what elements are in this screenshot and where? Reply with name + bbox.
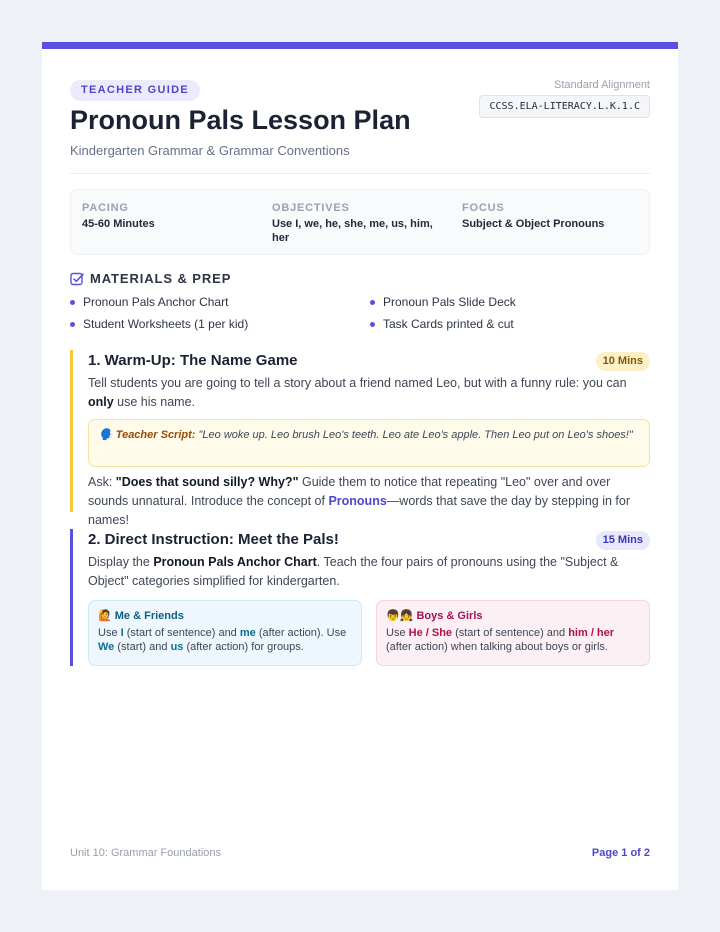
footer-unit: Unit 10: Grammar Foundations (70, 847, 222, 859)
step-title: 1. Warm-Up: The Name Game (88, 352, 298, 369)
duration-badge: 10 Mins (596, 352, 650, 371)
pacing-meta (82, 202, 252, 231)
step-direct-instruction (70, 529, 650, 666)
lesson-meta-panel (70, 189, 650, 255)
step-intro: Display the Pronoun Pals Anchor Chart. Teach the four pairs of pronouns using the "Subject & Object" categories simplified for kindergarten. (88, 555, 619, 588)
duration-badge: 15 Mins (596, 531, 650, 550)
material-item (370, 295, 516, 309)
objectives-label: OBJECTIVES (272, 202, 350, 214)
page-number: Page 1 of 2 (591, 847, 650, 859)
objectives-value: Use I, we, he, she, me, us, him, her (272, 218, 433, 244)
standard-alignment-label: Standard Alignment (553, 79, 650, 91)
bullet-icon (370, 322, 375, 327)
boys-and-girls-card (376, 600, 650, 666)
objectives-meta (272, 202, 442, 245)
pacing-label: PACING (82, 202, 129, 214)
raising-hand-icon: 🙋 (98, 610, 112, 622)
teacher-script-box (88, 419, 650, 467)
card-title: 👦👧 Boys & Girls (386, 610, 483, 622)
accent-top-bar (42, 42, 678, 49)
step-intro: Tell students you are going to tell a story about a friend named Leo, but with a funny rule: you can only use his name. (88, 376, 627, 409)
material-item (70, 295, 228, 309)
focus-meta (462, 202, 642, 231)
step-ask: Ask: "Does that sound silly? Why?" Guide them to notice that repeating "Leo" over and over sounds unnatural. Introduce the concept of Pronouns—words that save the day by stepping in for names! (88, 475, 630, 527)
bullet-icon (370, 300, 375, 305)
step-warm-up (70, 350, 650, 527)
material-item (70, 317, 248, 331)
boy-girl-icon: 👦👧 (386, 610, 414, 622)
material-item-text: Pronoun Pals Anchor Chart (83, 295, 229, 309)
checkbox-icon (70, 272, 84, 286)
material-item-text: Pronoun Pals Slide Deck (383, 295, 516, 309)
page-title: Pronoun Pals Lesson Plan (70, 105, 411, 135)
standard-code: CCSS.ELA-LITERACY.L.K.1.C (479, 95, 650, 118)
pacing-value: 45-60 Minutes (82, 218, 155, 230)
bullet-icon (70, 322, 75, 327)
teacher-script-label: Teacher Script: (115, 429, 196, 441)
bullet-icon (70, 300, 75, 305)
lesson-plan-page (42, 42, 678, 890)
material-item-text: Task Cards printed & cut (383, 317, 514, 331)
material-item-text: Student Worksheets (1 per kid) (83, 317, 249, 331)
teacher-guide-badge: TEACHER GUIDE (70, 80, 200, 101)
focus-value: Subject & Object Pronouns (462, 218, 605, 230)
card-body: Use I (start of sentence) and me (after action). Use We (start) and us (after action) for groups. (98, 627, 347, 653)
speaking-head-icon: 🗣️ (99, 429, 113, 441)
page-subtitle: Kindergarten Grammar & Grammar Conventions (70, 143, 350, 158)
teacher-script-text: "Leo woke up. Leo brush Leo's teeth. Leo ate Leo's apple. Then Leo put on Leo's shoes!" (195, 429, 633, 441)
material-item (370, 317, 514, 331)
step-title: 2. Direct Instruction: Meet the Pals! (88, 531, 339, 548)
materials-heading-text: MATERIALS & PREP (90, 271, 232, 286)
divider (70, 173, 650, 174)
materials-heading (70, 271, 231, 286)
card-title: 🙋 Me & Friends (98, 610, 184, 622)
card-body: Use He / She (start of sentence) and him / her (after action) when talking about boys or girls. (386, 627, 615, 653)
focus-label: FOCUS (462, 202, 505, 214)
me-and-friends-card (88, 600, 362, 666)
